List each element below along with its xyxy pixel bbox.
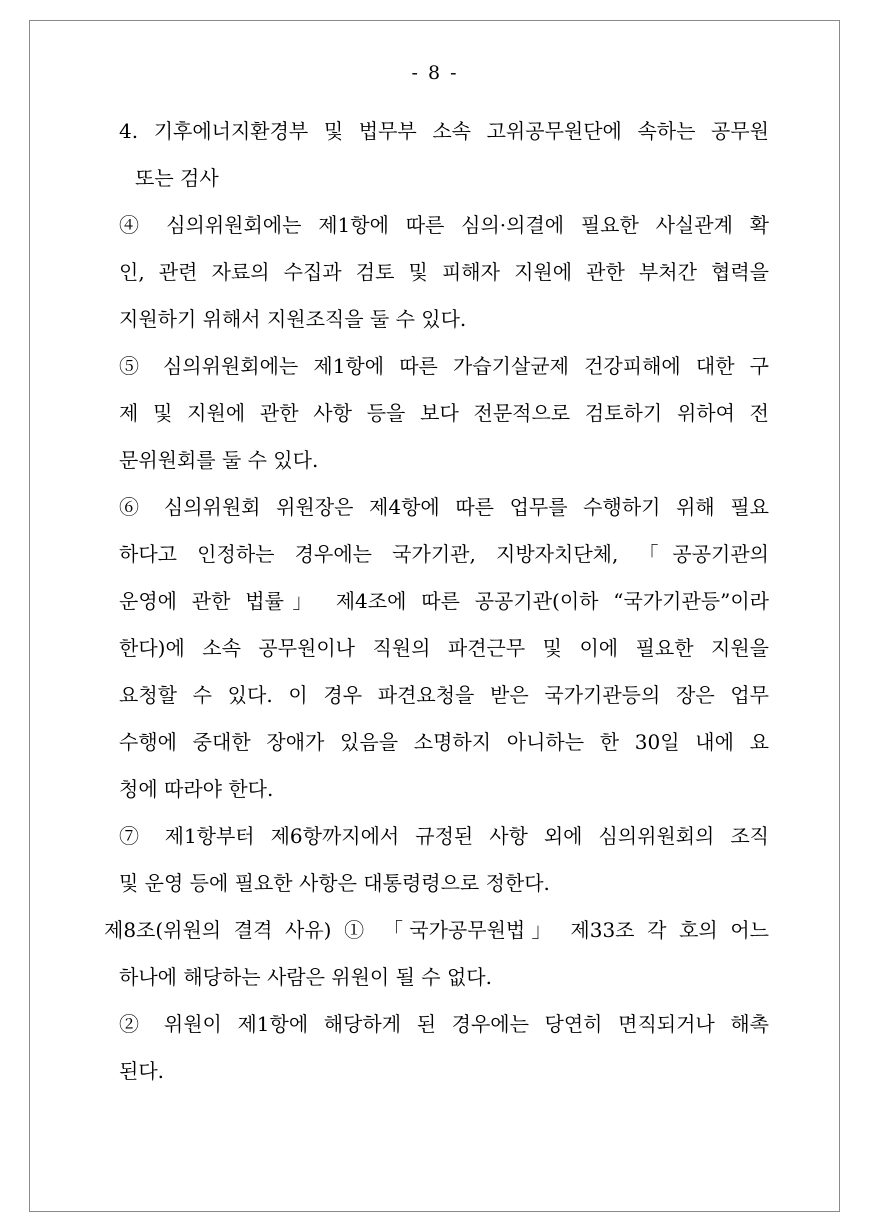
text-line: 또는 검사 (135, 166, 219, 190)
text-line: 문위원회를 둘 수 있다. (119, 448, 319, 472)
text-line: 제 및 지원에 관한 사항 등을 보다 전문적으로 검토하기 위하여 전 (119, 401, 769, 425)
article-heading-line: 제8조(위원의 결격 사유) ① 「국가공무원법」 제33조 각 호의 어느 (104, 918, 769, 942)
page-number: - 8 - (411, 62, 459, 84)
text-line: 청에 따라야 한다. (119, 777, 274, 801)
text-line: 및 운영 등에 필요한 사항은 대통령령으로 정한다. (119, 871, 550, 895)
text-line: ⑤ 심의위원회에는 제1항에 따른 가습기살균제 건강피해에 대한 구 (119, 354, 769, 378)
text-line: 수행에 중대한 장애가 있음을 소명하지 아니하는 한 30일 내에 요 (119, 730, 769, 754)
text-line: ⑥ 심의위원회 위원장은 제4항에 따른 업무를 수행하기 위해 필요 (119, 495, 769, 519)
text-line: 하다고 인정하는 경우에는 국가기관, 지방자치단체, 「공공기관의 (119, 542, 769, 566)
text-line: ② 위원이 제1항에 해당하게 된 경우에는 당연히 면직되거나 해촉 (119, 1012, 769, 1036)
text-line: 지원하기 위해서 지원조직을 둘 수 있다. (119, 307, 467, 331)
text-line: 인, 관련 자료의 수집과 검토 및 피해자 지원에 관한 부처간 협력을 (119, 260, 769, 284)
text-line: 된다. (119, 1059, 164, 1083)
text-line: 하나에 해당하는 사람은 위원이 될 수 없다. (119, 965, 492, 989)
text-line: ⑦ 제1항부터 제6항까지에서 규정된 사항 외에 심의위원회의 조직 (119, 824, 769, 848)
text-line: 요청할 수 있다. 이 경우 파견요청을 받은 국가기관등의 장은 업무 (119, 683, 769, 707)
text-line: 4. 기후에너지환경부 및 법무부 소속 고위공무원단에 속하는 공무원 (119, 119, 769, 143)
text-line: ④ 심의위원회에는 제1항에 따른 심의·의결에 필요한 사실관계 확 (119, 213, 769, 237)
text-line: 한다)에 소속 공무원이나 직원의 파견근무 및 이에 필요한 지원을 (119, 636, 769, 660)
text-line: 운영에 관한 법률」 제4조에 따른 공공기관(이하 “국가기관등”이라 (119, 589, 769, 613)
